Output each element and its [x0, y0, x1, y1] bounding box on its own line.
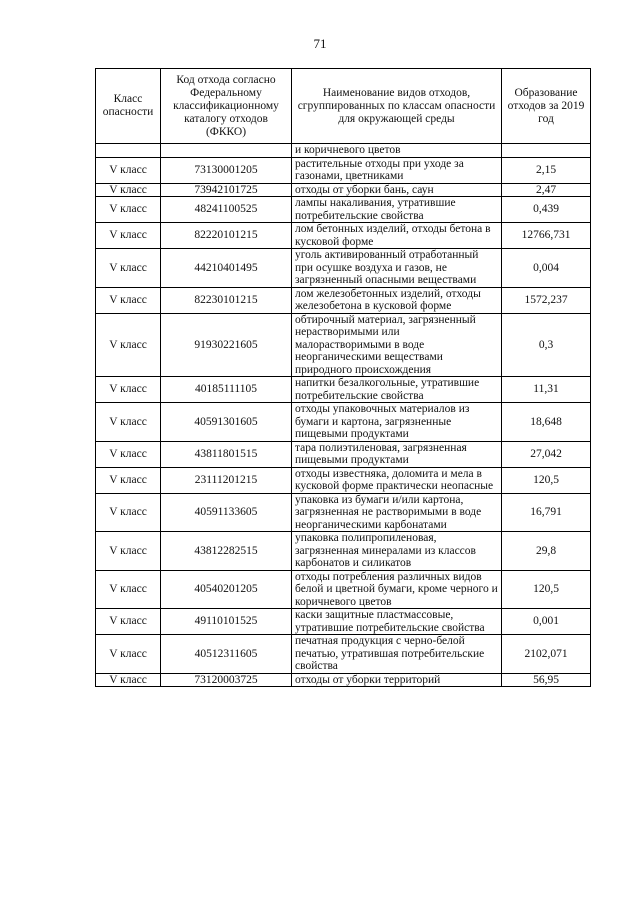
continuation-cell-amount: [502, 144, 591, 158]
cell-amount: 120,5: [502, 467, 591, 493]
cell-amount: 11,31: [502, 377, 591, 403]
cell-hazard-class: V класс: [96, 532, 161, 571]
table-row: [96, 467, 591, 493]
header-code: Код отхода согласно Федеральному классификационному каталогу отходов (ФККО): [161, 69, 292, 144]
table-row: [96, 441, 591, 467]
cell-code: 49110101525: [161, 609, 292, 635]
cell-code: 73130001205: [161, 157, 292, 183]
cell-hazard-class: V класс: [96, 467, 161, 493]
cell-amount: 16,791: [502, 493, 591, 532]
cell-code: 73120003725: [161, 673, 292, 687]
cell-name: обтирочный материал, загрязненный нерастворимыми или малорастворимыми в воде неорганическими веществами природного происхождения: [292, 313, 502, 377]
cell-code: 44210401495: [161, 249, 292, 288]
cell-name: лом бетонных изделий, отходы бетона в кусковой форме: [292, 223, 502, 249]
cell-hazard-class: V класс: [96, 313, 161, 377]
cell-amount: 12766,731: [502, 223, 591, 249]
cell-code: 43811801515: [161, 441, 292, 467]
cell-hazard-class: V класс: [96, 570, 161, 609]
cell-amount: 0,001: [502, 609, 591, 635]
cell-hazard-class: V класс: [96, 635, 161, 674]
header-name: Наименование видов отходов, сгруппированных по классам опасности для окружающей среды: [292, 69, 502, 144]
cell-code: 40540201205: [161, 570, 292, 609]
cell-name: упаковка из бумаги и/или картона, загрязненная не растворимыми в воде неорганическими карбонатами: [292, 493, 502, 532]
table-row: [96, 223, 591, 249]
cell-code: 40591133605: [161, 493, 292, 532]
cell-amount: 0,3: [502, 313, 591, 377]
table-row: [96, 183, 591, 197]
table-header: [96, 69, 591, 144]
cell-code: 91930221605: [161, 313, 292, 377]
cell-amount: 27,042: [502, 441, 591, 467]
cell-name: уголь активированный отработанный при осушке воздуха и газов, не загрязненный опасными веществами: [292, 249, 502, 288]
cell-amount: 0,004: [502, 249, 591, 288]
cell-code: 40512311605: [161, 635, 292, 674]
cell-amount: 2102,071: [502, 635, 591, 674]
cell-code: 82230101215: [161, 287, 292, 313]
cell-name: растительные отходы при уходе за газонами, цветниками: [292, 157, 502, 183]
table-row: [96, 532, 591, 571]
cell-name: отходы упаковочных материалов из бумаги и картона, загрязненные пищевыми продуктами: [292, 403, 502, 442]
page-number: 71: [313, 36, 327, 51]
table-row: [96, 377, 591, 403]
header-amount: Образование отходов за 2019 год: [502, 69, 591, 144]
cell-name: отходы потребления различных видов белой и цветной бумаги, кроме черного и коричневого цветов: [292, 570, 502, 609]
table-row: [96, 313, 591, 377]
cell-name: напитки безалкогольные, утратившие потребительские свойства: [292, 377, 502, 403]
header-row: [96, 69, 591, 144]
table-row: [96, 197, 591, 223]
cell-hazard-class: V класс: [96, 441, 161, 467]
cell-amount: 1572,237: [502, 287, 591, 313]
cell-hazard-class: V класс: [96, 377, 161, 403]
cell-code: 40185111105: [161, 377, 292, 403]
cell-name: отходы от уборки территорий: [292, 673, 502, 687]
cell-name: тара полиэтиленовая, загрязненная пищевыми продуктами: [292, 441, 502, 467]
cell-amount: 2,47: [502, 183, 591, 197]
table-body: [96, 144, 591, 687]
table-row: [96, 287, 591, 313]
table-row: [96, 249, 591, 288]
cell-amount: 2,15: [502, 157, 591, 183]
cell-amount: 0,439: [502, 197, 591, 223]
cell-name: лампы накаливания, утратившие потребительские свойства: [292, 197, 502, 223]
table-row: [96, 157, 591, 183]
cell-code: 23111201215: [161, 467, 292, 493]
cell-hazard-class: V класс: [96, 183, 161, 197]
table-row: [96, 570, 591, 609]
cell-amount: 29,8: [502, 532, 591, 571]
cell-hazard-class: V класс: [96, 157, 161, 183]
cell-hazard-class: V класс: [96, 609, 161, 635]
table-row: [96, 493, 591, 532]
cell-hazard-class: V класс: [96, 403, 161, 442]
cell-name: каски защитные пластмассовые, утратившие потребительские свойства: [292, 609, 502, 635]
cell-amount: 18,648: [502, 403, 591, 442]
cell-name: отходы от уборки бань, саун: [292, 183, 502, 197]
cell-code: 73942101725: [161, 183, 292, 197]
cell-code: 48241100525: [161, 197, 292, 223]
cell-hazard-class: V класс: [96, 287, 161, 313]
continuation-row: [96, 144, 591, 158]
table-row: [96, 635, 591, 674]
cell-code: 40591301605: [161, 403, 292, 442]
cell-hazard-class: V класс: [96, 673, 161, 687]
cell-code: 43812282515: [161, 532, 292, 571]
continuation-cell-name: и коричневого цветов: [292, 144, 502, 158]
cell-hazard-class: V класс: [96, 249, 161, 288]
cell-hazard-class: V класс: [96, 223, 161, 249]
cell-amount: 56,95: [502, 673, 591, 687]
cell-name: лом железобетонных изделий, отходы железобетона в кусковой форме: [292, 287, 502, 313]
table-row: [96, 403, 591, 442]
waste-table: [95, 68, 591, 687]
cell-hazard-class: V класс: [96, 493, 161, 532]
cell-hazard-class: V класс: [96, 197, 161, 223]
cell-code: 82220101215: [161, 223, 292, 249]
continuation-cell-class: [96, 144, 161, 158]
cell-name: отходы известняка, доломита и мела в кусковой форме практически неопасные: [292, 467, 502, 493]
table-row: [96, 609, 591, 635]
cell-name: печатная продукция с черно-белой печатью, утратившая потребительские свойства: [292, 635, 502, 674]
cell-name: упаковка полипропиленовая, загрязненная минералами из классов карбонатов и силикатов: [292, 532, 502, 571]
header-hazard-class: Класс опасности: [96, 69, 161, 144]
cell-amount: 120,5: [502, 570, 591, 609]
continuation-cell-code: [161, 144, 292, 158]
table-row: [96, 673, 591, 687]
